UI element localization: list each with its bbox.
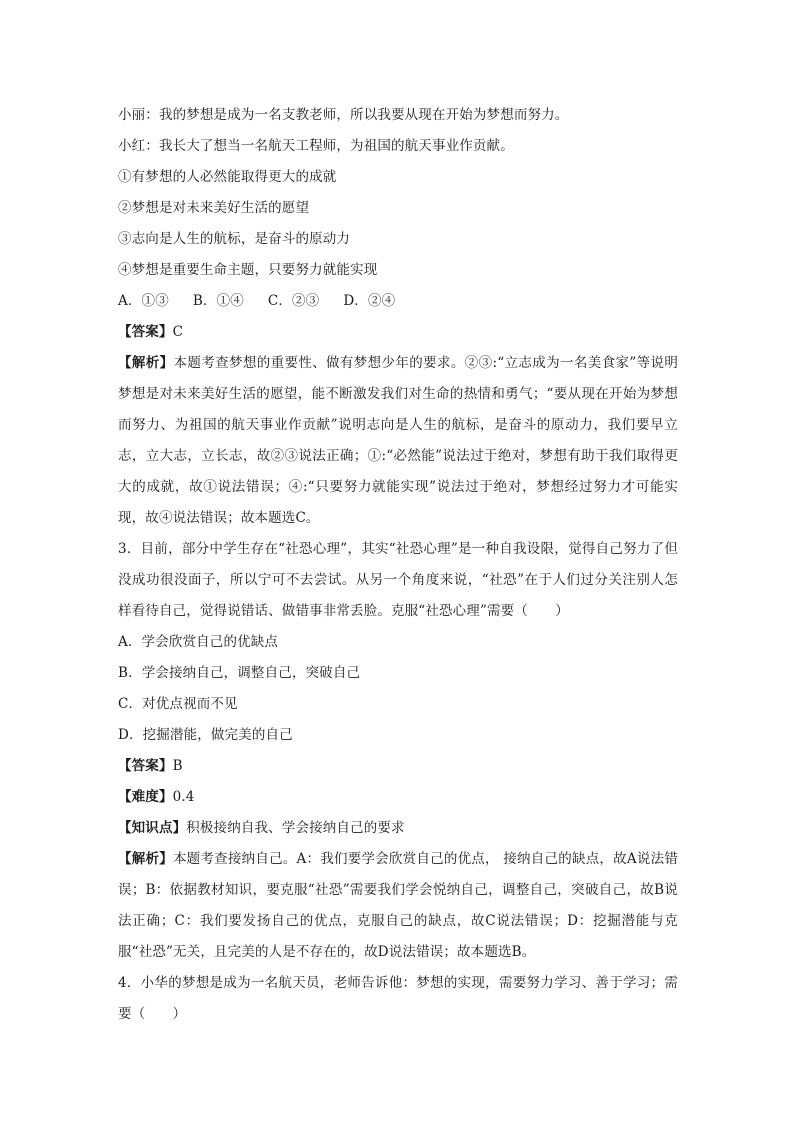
answer-value: C [172, 324, 184, 340]
q2-analysis [118, 348, 678, 534]
q3-answer [118, 751, 678, 782]
analysis-text: 本题考查梦想的重要性、做有梦想少年的要求。②③:“立志成为一名美食家”等说明梦想是对未来美好生活的愿望，能不断激发我们对生命的热情和勇气；“要从现在开始为梦想而努力、为祖国的航天事业作贡献”说明志向是人生的航标，是奋斗的原动力，我们要早立志，立大志，立长志，故②③说法正确；①:“必然能”说法过于绝对，梦想有助于我们取得更大的成就，故①说法错误；④:“只要努力就能实现”说法过于绝对，梦想经过努力才可能实现，故④说法错误；故本题选C。 [118, 355, 678, 526]
q2-option-b: B．①④ [192, 293, 244, 309]
q3-stem: 3．目前，部分中学生存在“社恐心理”，其实“社恐心理”是一种自我设限，觉得自己努力了但没成功很没面子，所以宁可不去尝试。从另一个角度来说，“社恐”在于人们过分关注别人怎样看待自己，觉得说错话、做错事非常丢脸。克服“社恐心理”需要（ ） [118, 541, 678, 619]
q3-option-a: A．学会欣赏自己的优缺点 [118, 634, 279, 650]
q2-option-d: D．②④ [343, 293, 396, 309]
q2-dialogue-line: 小丽：我的梦想是成为一名支教老师，所以我要从现在开始为梦想而努力。 [118, 107, 569, 123]
question-content [118, 100, 678, 1030]
answer-tag: 【答案】 [118, 324, 173, 340]
knowledge-value: 积极接纳自我、学会接纳自己的要求 [186, 820, 405, 836]
q3-knowledge [118, 813, 678, 844]
q2-statement: ④梦想是重要生命主题，只要努力就能实现 [118, 262, 378, 278]
q2-dialogue-line: 小红：我长大了想当一名航天工程师，为祖国的航天事业作贡献。 [118, 138, 514, 154]
q4-stem: 4．小华的梦想是成为一名航天员，老师告诉他：梦想的实现，需要努力学习、善于学习；需要（ ） [118, 975, 678, 1022]
q2-option-a: A．①③ [118, 293, 169, 309]
q3-option-d: D．挖掘潜能，做完美的自己 [118, 727, 293, 743]
q3-option-c: C．对优点视而不见 [118, 696, 238, 712]
analysis-text: 本题考查接纳自己。A：我们要学会欣赏自己的优点， 接纳自己的缺点，故A说法错误；B：依据教材知识，要克服“社恐”需要我们学会悦纳自己，调整自己，突破自己，故B说法正确；C：我们要发扬自己的优点，克服自己的缺点，故C说法错误；D：挖掘潜能与克服“社恐”无关，且完美的人是不存在的，故D说法错误；故本题选B。 [118, 851, 678, 960]
difficulty-tag: 【难度】 [118, 789, 173, 805]
analysis-tag: 【解析】 [118, 851, 173, 867]
q3-option-b: B．学会接纳自己，调整自己，突破自己 [118, 665, 361, 681]
q3-difficulty [118, 782, 678, 813]
difficulty-value: 0.4 [172, 789, 195, 805]
answer-tag: 【答案】 [118, 758, 173, 774]
q2-answer [118, 317, 678, 348]
q3-analysis [118, 844, 678, 968]
knowledge-tag: 【知识点】 [118, 820, 187, 836]
q2-statement: ②梦想是对未来美好生活的愿望 [118, 200, 310, 216]
q2-option-c: C．②③ [267, 293, 320, 309]
analysis-tag: 【解析】 [118, 355, 174, 371]
q2-statement: ①有梦想的人必然能取得更大的成就 [118, 169, 337, 185]
answer-value: B [172, 758, 183, 774]
q2-options [118, 286, 678, 317]
q2-statement: ③志向是人生的航标，是奋斗的原动力 [118, 231, 351, 247]
